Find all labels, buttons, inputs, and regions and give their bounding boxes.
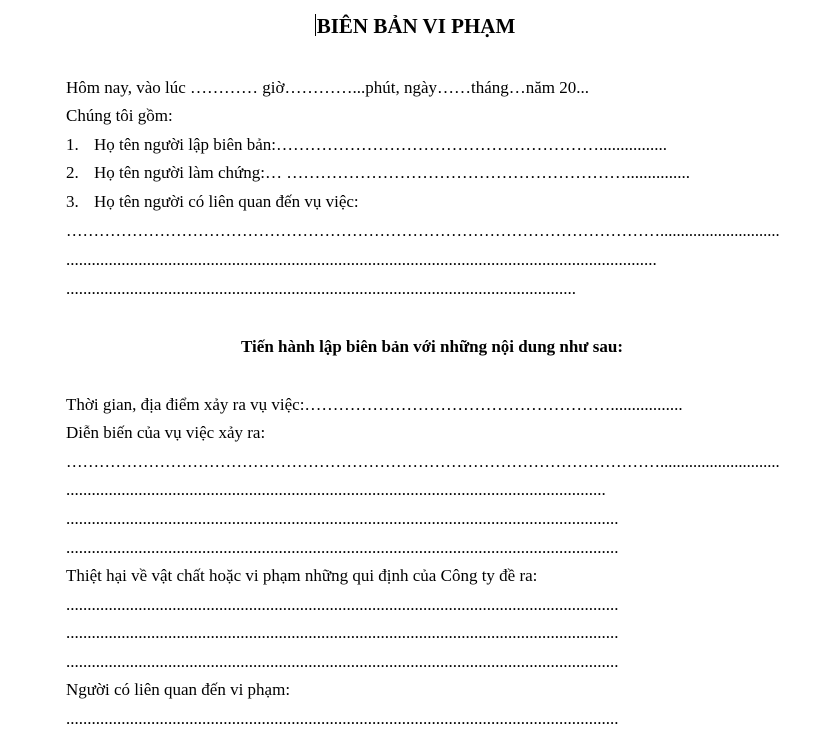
time-place-line: Thời gian, địa điểm xảy ra vụ việc:………………………………………………................. [66, 395, 683, 414]
member-text: Họ tên người lập biên bản:…………………………………………………................ [94, 135, 668, 154]
progress-heading: Diễn biến của vụ việc xảy ra: [66, 423, 266, 442]
text-cursor [315, 14, 316, 36]
member-text: Họ tên người làm chứng:… ……………………………………………………............... [94, 163, 690, 182]
member-item-3 [66, 191, 359, 213]
dotted-line: ........................................................................................................................ [66, 279, 576, 298]
dotted-line: ........................................................................................................................................... [66, 250, 657, 269]
member-item-2 [66, 162, 690, 184]
member-text: Họ tên người có liên quan đến vụ việc: [94, 192, 359, 211]
dotted-line: .................................................................................................................................. [66, 709, 619, 728]
member-number: 1. [66, 135, 79, 154]
dotted-line: ............................................................................................................................... [66, 480, 606, 499]
dotted-line: .................................................................................................................................. [66, 509, 619, 528]
member-item-1 [66, 134, 667, 156]
dotted-line: ………………………………………………………………………………………………............................. [66, 452, 780, 471]
document-title-text: BIÊN BẢN VI PHẠM [316, 14, 516, 38]
document-title [0, 12, 830, 40]
members-heading: Chúng tôi gồm: [66, 106, 173, 125]
section-heading: Tiến hành lập biên bản với những nội dung như sau: [241, 337, 623, 356]
intro-line: Hôm nay, vào lúc ………… giờ…………...phút, ngày……tháng…năm 20... [66, 78, 590, 97]
dotted-line: .................................................................................................................................. [66, 652, 619, 671]
member-number: 2. [66, 163, 79, 182]
damage-heading: Thiệt hại về vật chất hoặc vi phạm những qui định của Công ty đề ra: [66, 566, 538, 585]
dotted-line: ………………………………………………………………………………………………............................. [66, 221, 780, 240]
dotted-line: .................................................................................................................................. [66, 538, 619, 557]
member-number: 3. [66, 192, 79, 211]
dotted-line: .................................................................................................................................. [66, 623, 619, 642]
dotted-line: .................................................................................................................................. [66, 595, 619, 614]
violator-heading: Người có liên quan đến vi phạm: [66, 680, 291, 699]
